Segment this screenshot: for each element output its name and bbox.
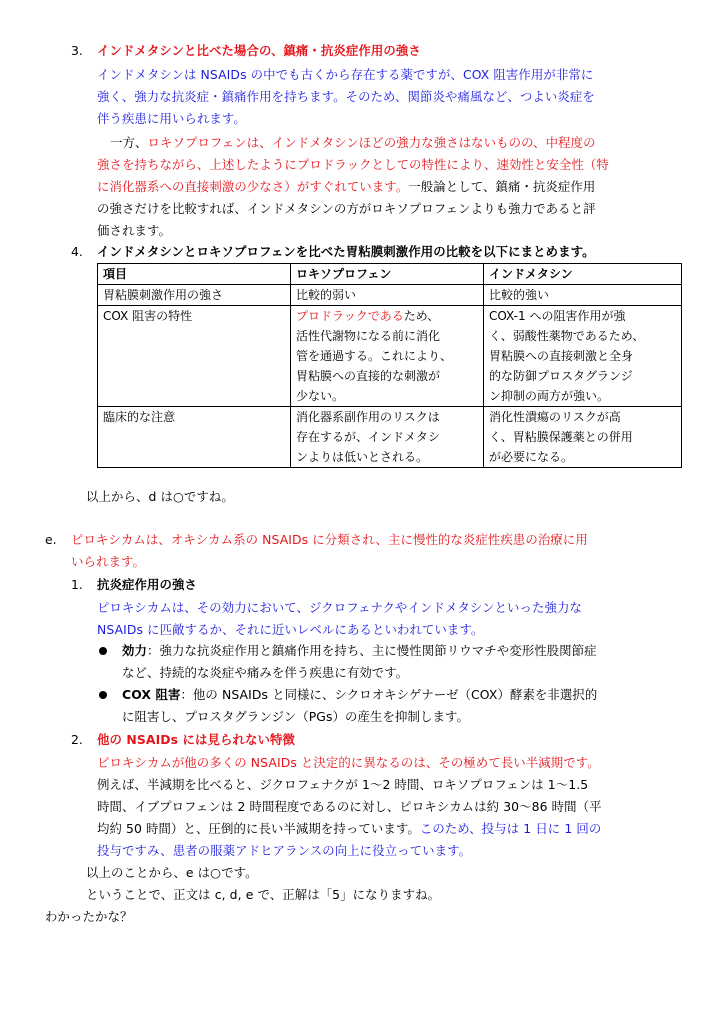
table-cell: 比較的強い (484, 285, 682, 306)
section-3-p2-line (110, 132, 596, 154)
bullet-icon (99, 691, 107, 699)
section-3-p2-line: の強さだけを比較すれば、インドメタシンの方がロキソプロフェンよりも強力であると評 (97, 201, 596, 216)
cell-line: 少ない。 (296, 389, 345, 403)
table-cell (484, 407, 682, 468)
cell-line: 消化性潰瘍のリスクが高 (489, 410, 621, 424)
cell-line: く、胃粘膜保護薬との併用 (489, 430, 633, 444)
closing-text: わかったかな？ (45, 909, 133, 924)
sub-1-line: NSAIDs に匹敵するか、それに近いレベルにあるといわれています。 (97, 622, 484, 637)
bullet-1-line (122, 640, 597, 662)
sub-2-line: 例えば、半減期を比べると、ジクロフェナクが 1〜2 時間、ロキソプロフェンは 1〜1.5 (97, 777, 589, 792)
cell-line (296, 306, 478, 326)
bullet-2-label: COX 阻害 (122, 687, 181, 702)
cell-line: 消化器系副作用のリスクは (296, 410, 440, 424)
table-header-cell: インドメタシン (484, 264, 682, 285)
bullet-2-line (122, 684, 597, 706)
table-cell: 比較的弱い (291, 285, 484, 306)
cell-line: 胃粘膜への直接的な刺激が (296, 369, 441, 383)
table-cell (291, 306, 484, 407)
sub-2-number: 2. (71, 732, 83, 747)
cell-line: 活性代謝物になる前に消化 (296, 329, 441, 343)
conclusion-e: 以上のことから、e は○です。 (86, 865, 258, 880)
cell-line: く、弱酸性薬物であるため、 (489, 329, 645, 343)
sub-1-line: ピロキシカムは、その効力において、ジクロフェナクやインドメタシンといった強力な (97, 600, 582, 615)
table-cell: 臨床的な注意 (98, 407, 291, 468)
section-3-p1-line: 伴う疾患に用いられます。 (97, 111, 246, 126)
sub-2-line: ピロキシカムが他の多くの NSAIDs と決定的に異なるのは、その極めて長い半減期です。 (97, 755, 600, 770)
table-cell (291, 407, 484, 468)
cell-line: ンよりは低いとされる。 (296, 450, 429, 464)
table-cell: 胃粘膜刺激作用の強さ (98, 285, 291, 306)
section-e-label: e. (45, 532, 57, 547)
cell-line: 存在するが、インドメタシ (296, 430, 440, 444)
text-run: 一方、 (110, 135, 148, 150)
section-e-line: ピロキシカムは、オキシカム系の NSAIDs に分類され、主に慢性的な炎症性疾患の治療に用 (71, 532, 588, 547)
cell-line: が必要になる。 (489, 450, 574, 464)
sub-2-line: 投与ですみ、患者の服薬アドヒアランスの向上に役立っています。 (97, 843, 472, 858)
sub-2-heading: 他の NSAIDs には見られない特徴 (97, 732, 295, 747)
section-3-p1-line: 強く、強力な抗炎症・鎮痛作用を持ちます。そのため、関節炎や痛風など、つよい炎症を (97, 89, 595, 104)
section-4-heading: インドメタシンとロキソプロフェンを比べた胃粘膜刺激作用の比較を以下にまとめます。 (97, 244, 595, 259)
section-e-line: いられます。 (71, 554, 145, 569)
text-run-blue: このため、投与は 1 日に 1 回の (419, 821, 602, 836)
section-3-p2-line (97, 176, 595, 198)
text-run-red: プロドラックである (296, 309, 404, 323)
text-run: 一般論として、鎮痛・抗炎症作用 (408, 179, 596, 194)
section-3-p1-line: インドメタシンは NSAIDs の中でも古くから存在する薬ですが、COX 阻害作用が非常に (97, 67, 594, 82)
section-4-number: 4. (71, 244, 83, 259)
sub-1-heading: 抗炎症作用の強さ (97, 577, 197, 592)
table-cell (484, 306, 682, 407)
text-run: ：強力な抗炎症作用と鎮痛作用を持ち、主に慢性関節リウマチや変形性股関節症 (146, 643, 597, 658)
final-answer: ということで、正文は c, d, e で、正解は「5」になりますね。 (86, 887, 441, 902)
section-3-heading: インドメタシンと比べた場合の、鎮痛・抗炎症作用の強さ (97, 43, 421, 58)
text-run: 均約 50 時間）と、圧倒的に長い半減期を持っています。 (97, 821, 420, 836)
section-3-p2-line: 価されます。 (97, 223, 171, 238)
sub-1-number: 1. (71, 577, 83, 592)
table-header-row (98, 264, 682, 285)
table-row (98, 306, 682, 407)
table-row (98, 407, 682, 468)
sub-2-line: 時間、イブプロフェンは 2 時間程度であるのに対し、ピロキシカムは約 30〜86 時間（平 (97, 799, 602, 814)
section-3-p2-line: 強さを持ちながら、上述したようにプロドラックとしての特性により、速効性と安全性（特 (97, 157, 609, 172)
cell-line: 的な防御プロスタグランジ (489, 369, 633, 383)
table-row (98, 285, 682, 306)
bullet-icon (99, 647, 107, 655)
table-cell: COX 阻害の特性 (98, 306, 291, 407)
cell-line: COX-1 への阻害作用が強 (489, 309, 626, 323)
bullet-2-line: に阻害し、プロスタグランジン（PGs）の産生を抑制します。 (122, 709, 469, 724)
cell-line: 管を通過する。これにより、 (296, 349, 453, 363)
table-header-cell: ロキソプロフェン (291, 264, 484, 285)
bullet-1-label: 効力 (122, 643, 147, 658)
conclusion-d: 以上から、d は○ですね。 (86, 489, 234, 504)
text-run-red: に消化器系への直接刺激の少なさ）がすぐれています。 (97, 179, 409, 194)
cell-line: 胃粘膜への直接刺激と全身 (489, 349, 634, 363)
table-header-cell: 項目 (98, 264, 291, 285)
section-3-number: 3. (71, 43, 83, 58)
cell-line: ン抑制の両方が強い。 (489, 389, 610, 403)
sub-2-line (97, 818, 601, 840)
comparison-table (97, 263, 682, 468)
text-run: ：他の NSAIDs と同様に、シクロオキシゲナーゼ（COX）酵素を非選択的 (180, 687, 598, 702)
text-run: ため、 (403, 309, 440, 323)
bullet-1-line: など、持続的な炎症や痛みを伴う疾患に有効です。 (122, 665, 409, 680)
text-run-red: ロキソプロフェンは、インドメタシンほどの強力な強さはないものの、中程度の (147, 135, 596, 150)
